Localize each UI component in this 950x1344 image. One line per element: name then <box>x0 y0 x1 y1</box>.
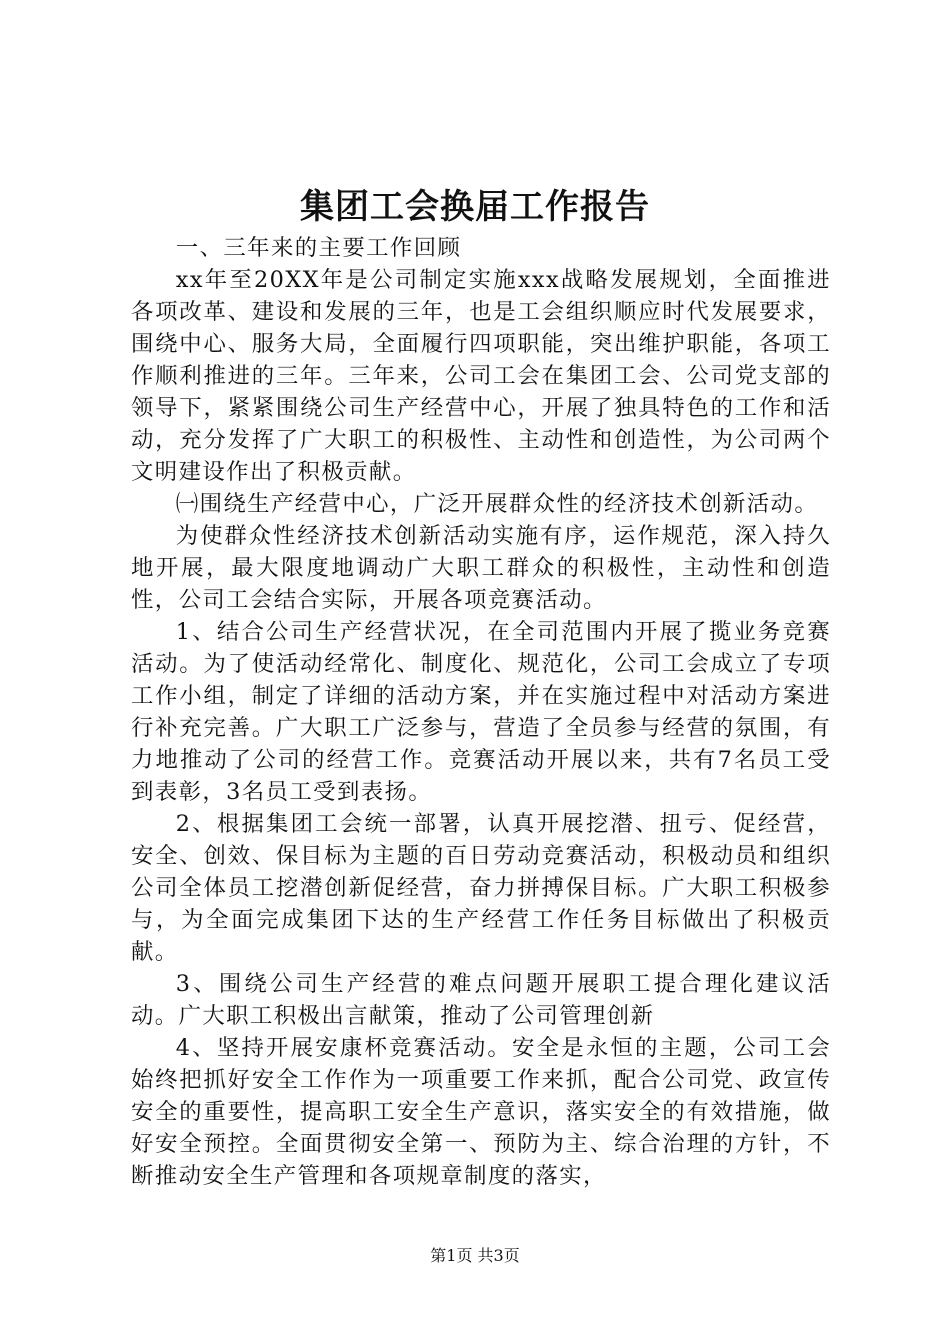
list-item-paragraph: 3、围绕公司生产经营的难点问题开展职工提合理化建议活动。广大职工积极出言献策，推动了公司管理创新 <box>131 971 831 1029</box>
list-item-paragraph: 4、坚持开展安康杯竞赛活动。安全是永恒的主题，公司工会始终把抓好安全工作作为一项重要工作来抓，配合公司党、政宣传安全的重要性，提高职工安全生产意识，落实安全的有效措施，做好安全预控。全面贯彻安全第一、预防为主、综合治理的方针，不断推动安全生产管理和各项规章制度的落实， <box>131 1035 831 1189</box>
body-paragraph: 为使群众性经济技术创新活动实施有序，运作规范，深入持久地开展，最大限度地调动广大职工群众的积极性，主动性和创造性，公司工会结合实际，开展各项竞赛活动。 <box>131 523 831 613</box>
body-paragraph: xx年至20XX年是公司制定实施xxx战略发展规划，全面推进各项改革、建设和发展的三年，也是工会组织顺应时代发展要求，围绕中心、服务大局，全面履行四项职能，突出维护职能，各项工作顺利推进的三年。三年来，公司工会在集团工会、公司党支部的领导下，紧紧围绕公司生产经营中心，开展了独具特色的工作和活动，充分发挥了广大职工的积极性、主动性和创造性，为公司两个文明建设作出了积极贡献。 <box>131 267 831 485</box>
page-footer: 第1页 共3页 <box>430 1246 520 1265</box>
section-heading: 一、三年来的主要工作回顾 <box>175 235 462 261</box>
list-item-paragraph: 2、根据集团工会统一部署，认真开展挖潜、扭亏、促经营，安全、创效、保目标为主题的百日劳动竞赛活动，积极动员和组织公司全体员工挖潜创新促经营，奋力拼搏保目标。广大职工积极参与，为全面完成集团下达的生产经营工作任务目标做出了积极贡献。 <box>131 811 831 965</box>
subsection-heading: ㈠围绕生产经营中心，广泛开展群众性的经济技术创新活动。 <box>175 491 819 517</box>
document-body <box>131 232 831 1192</box>
list-item-paragraph: 1、结合公司生产经营状况，在全司范围内开展了揽业务竞赛活动。为了使活动经常化、制度化、规范化，公司工会成立了专项工作小组，制定了详细的活动方案，并在实施过程中对活动方案进行补充完善。广大职工广泛参与，营造了全员参与经营的氛围，有力地推动了公司的经营工作。竞赛活动开展以来，共有7名员工受到表彰，3名员工受到表扬。 <box>131 619 831 805</box>
document-title: 集团工会换届工作报告 <box>300 187 650 227</box>
